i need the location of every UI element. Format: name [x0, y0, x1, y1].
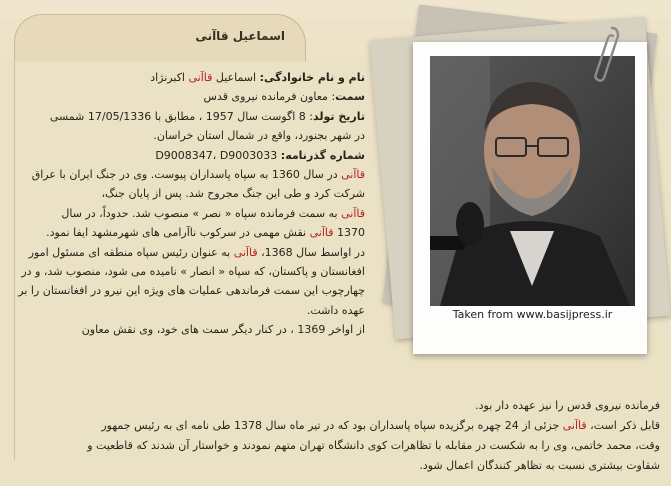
continuation-line-1: فرمانده نیروی قدس را نیز عهده دار بود. [475, 399, 660, 412]
bio-paragraph-2: قاآنی به سمت فرمانده سپاه « نصر » منصوب شد. حدوداً، در سال [61, 206, 365, 220]
bio-continuation [12, 396, 660, 476]
bio-text [10, 68, 365, 340]
bio-birthplace-line: در شهر بجنورد، واقع در شمال استان خراسان. [153, 129, 365, 143]
bio-passport-line: شماره گذرنامه: D9008347، D9003033 [155, 148, 365, 162]
title-tab [14, 14, 306, 61]
bio-position-line: سمت: معاون فرمانده نیروی قدس [203, 90, 365, 104]
bio-paragraph-3: 1370 قاآنی نقش مهمی در سرکوب ناآرامی های شهرمشهد ایفا نمود. [46, 226, 365, 240]
photo-caption: Taken from www.basijpress.ir [452, 308, 613, 321]
bio-paragraph-1: قاآنی در سال 1360 به سپاه پاسداران پیوست. وی در جنگ ایران با عراق شرکت کرد و طی این جنگ مجروح شد. پس از پایان جنگ، [31, 168, 365, 201]
paperclip-icon [592, 22, 622, 84]
portrait-photo [430, 56, 635, 306]
bio-paragraph-4: در اواسط سال 1368، قاآنی به عنوان رئیس سپاه منطقه ای مسئول امور افغانستان و پاکستان، که سپاه « انصار » نامیده می شود، منصوب شد، و در چهارچوب این سمت فرماندهی عملیات های ویژه این نیرو در افغانستان را بر عهده داشت. [18, 245, 365, 317]
bio-birthdate-line: تاریخ تولد: 8 اگوست سال 1957 ، مطابق با 17/05/1336 شمسی [49, 109, 365, 123]
continuation-line-3: وقت، محمد خاتمی، وی را به شکست در مقابله با تظاهرات کوی دانشگاه تهران متهم نمودند و خواستار آن شدند که قاطعیت و [87, 439, 660, 452]
portrait-photo-frame [413, 42, 647, 354]
bio-name-line: نام و نام خانوادگی: اسماعیل قاآنی اکبرنژاد [150, 71, 365, 84]
bio-paragraph-5: از اواخر 1369 ، در کنار دیگر سمت های خود، وی نقش معاون [81, 323, 365, 337]
continuation-line-4: شقاوت بیشتری نسبت به تظاهر کنندگان اعمال شود. [419, 459, 660, 472]
continuation-line-2: قابل ذکر است، قاآنی جزئی از 24 چهره برگزیده سپاه پاسداران بود که در تیر ماه سال 1378 طی نامه ای به رئیس جمهور [101, 419, 660, 432]
page-title: اسماعیل قاآنی [195, 29, 285, 43]
